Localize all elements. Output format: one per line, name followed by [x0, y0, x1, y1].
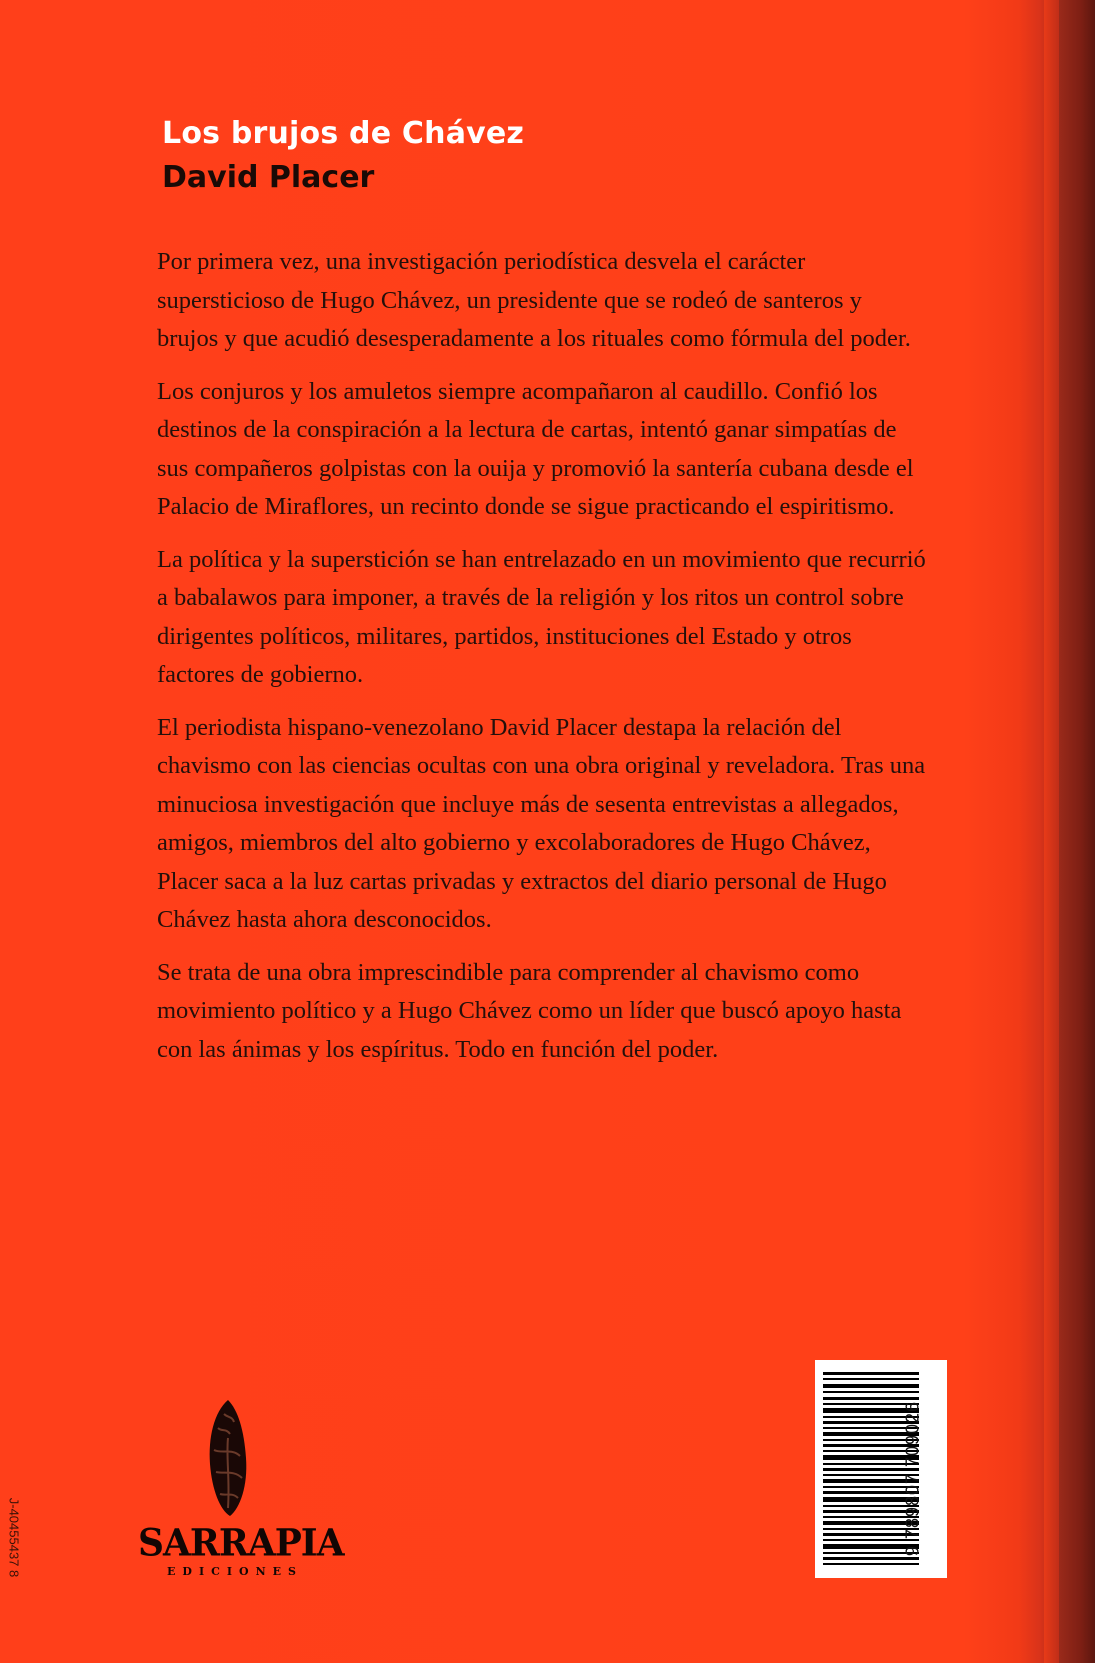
blurb-paragraph-3: La política y la superstición se han entrelazado en un movimiento que recurrió a babalawos para imponer, a través de la religión y los ritos un control sobre dirigentes políticos, militares, partidos, instituciones del Estado y otros factores de gobierno.	[157, 545, 926, 688]
blurb-paragraph-5: Se trata de una obra imprescindible para comprender al chavismo como movimiento político y a Hugo Chávez como un líder que buscó apoyo hasta con las ánimas y los espíritus. Todo en función del poder.	[157, 958, 902, 1063]
isbn-digits: 9 789807 709026	[902, 1400, 923, 1557]
publisher-subtitle: EDICIONES	[167, 1565, 303, 1578]
library-stamp: J-40455437 8	[6, 1497, 22, 1578]
book-author: David Placer	[162, 160, 375, 195]
cover-hinge	[1044, 0, 1059, 1663]
blurb-paragraph-4: El periodista hispano-venezolano David Placer destapa la relación del chavismo con las ciencias ocultas con una obra original y reveladora. Tras una minuciosa investigación que incluye más de sesenta entrevistas a allegados, amigos, miembros del alto gobierno y excolaboradores de Hugo Chávez, Placer saca a la luz cartas privadas y extractos del diario personal de Hugo Chávez hasta ahora desconocidos.	[157, 713, 926, 933]
publisher-logo	[138, 1398, 344, 1578]
blurb-text	[157, 243, 927, 1083]
isbn-barcode	[815, 1360, 947, 1578]
seed-icon	[204, 1398, 252, 1518]
spine-edge	[1059, 0, 1095, 1663]
blurb-paragraph-1: Por primera vez, una investigación periodística desvela el carácter supersticioso de Hugo Chávez, un presidente que se rodeó de santeros y brujos y que acudió desesperadamente a los rituales como fórmula del poder.	[157, 248, 911, 352]
book-title: Los brujos de Chávez	[162, 116, 525, 151]
blurb-paragraph-2: Los conjuros y los amuletos siempre acompañaron al caudillo. Confió los destinos de la conspiración a la lectura de cartas, intentó ganar simpatías de sus compañeros golpistas con la ouija y promovió la santería cubana desde el Palacio de Miraflores, un recinto donde se sigue practicando el espiritismo.	[157, 377, 914, 520]
publisher-name: SARRAPIA	[138, 1520, 344, 1566]
